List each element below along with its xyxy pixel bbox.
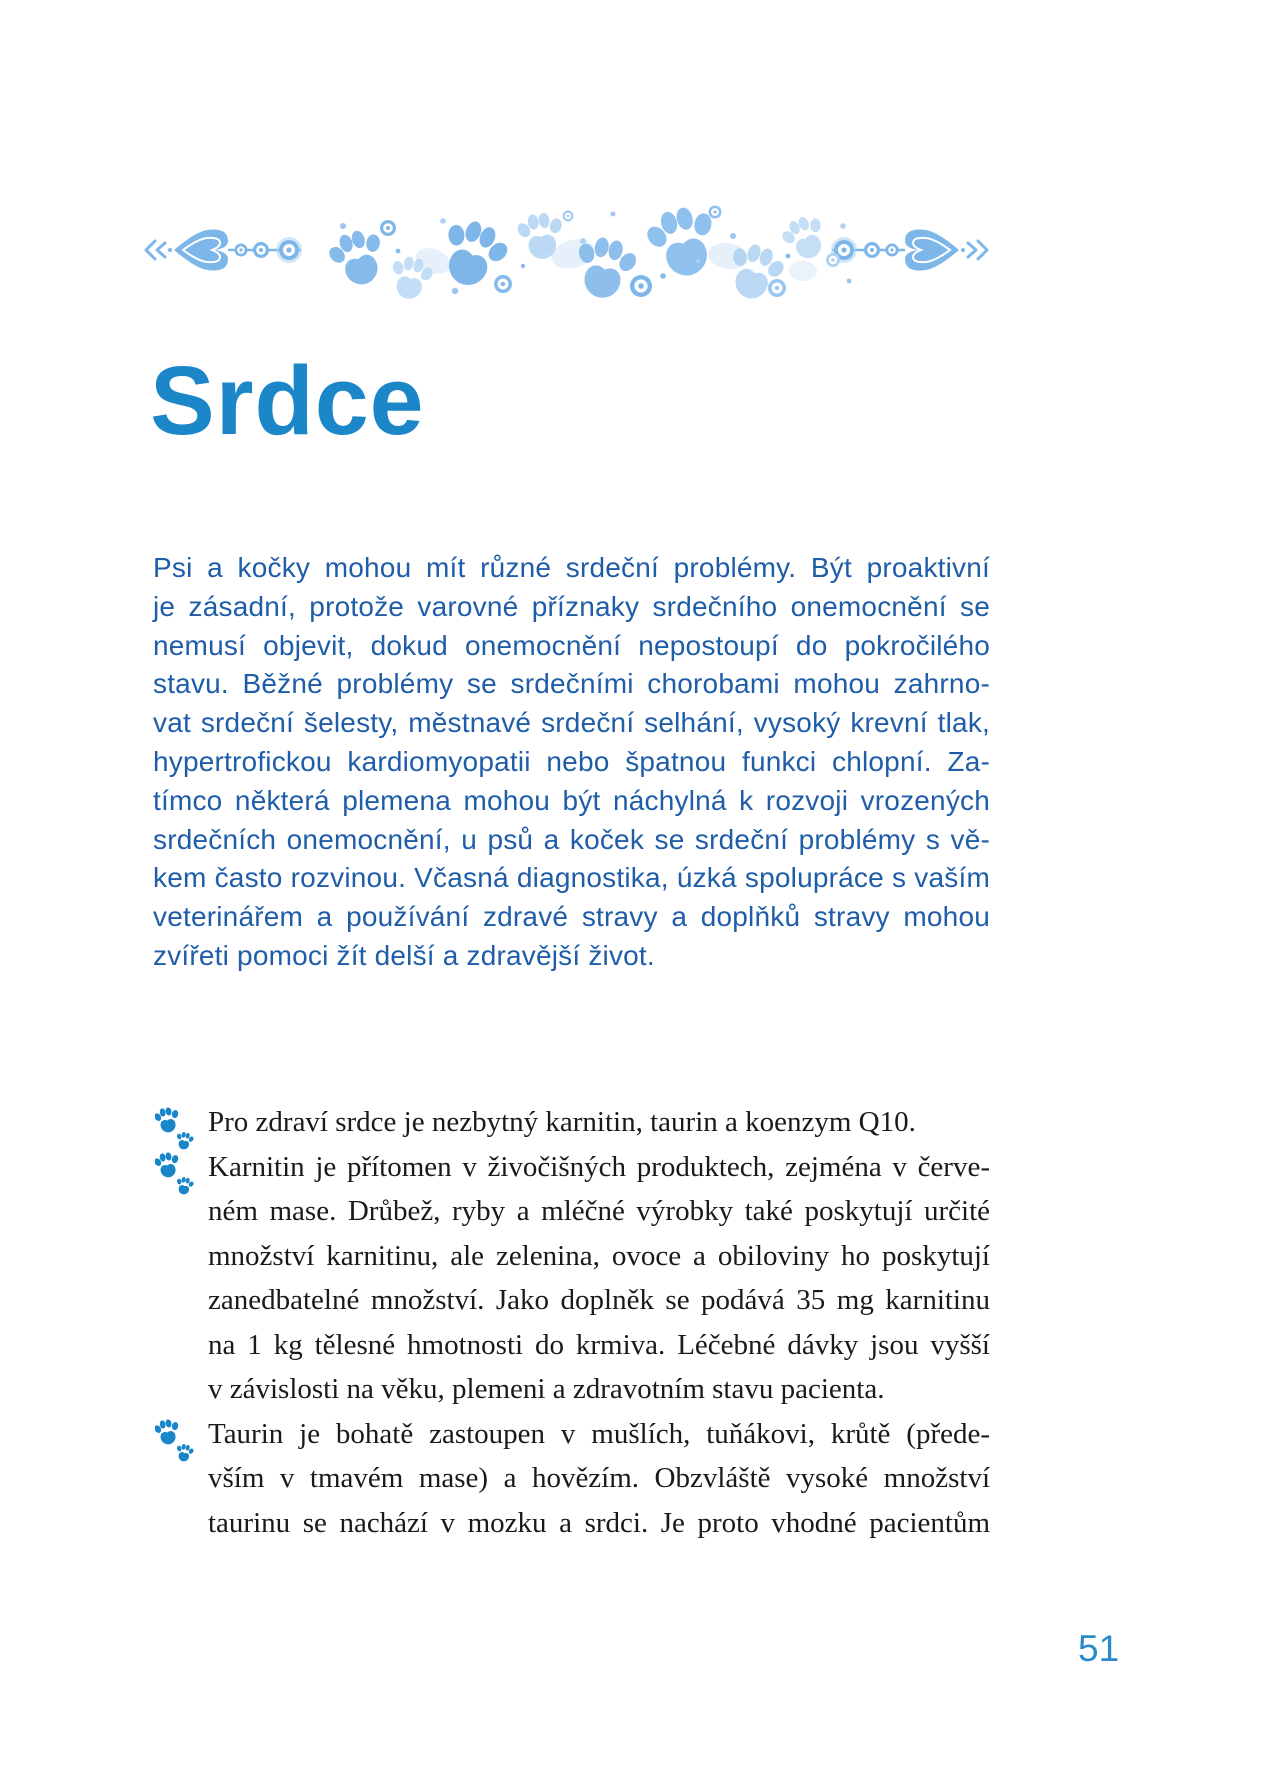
bullet-text [208, 1100, 990, 1145]
bullet-line: množství karnitinu, ale zelenina, ovoce a obiloviny ho poskytují [208, 1239, 990, 1272]
bullet-line: v závislosti na věku, plemeni a zdravotním stavu pacienta. [208, 1373, 885, 1405]
intro-line: tímco některá plemena mohou být náchylná k rozvoji vrozených [153, 784, 990, 816]
bullet-text [208, 1145, 990, 1412]
bullet-line: vším v tmavém mase) a hovězím. Obzvláště vysoké množství [208, 1462, 990, 1494]
bullet-line: na 1 kg tělesné hmotnosti do krmiva. Léčebné dávky jsou vyšší [208, 1328, 990, 1361]
bullet-list [153, 1100, 990, 1545]
intro-line: Psi a kočky mohou mít různé srdeční problémy. Být proaktivní [153, 552, 990, 583]
bullet-line: Pro zdraví srdce je nezbytný karnitin, taurin a koenzym Q10. [208, 1106, 916, 1138]
intro-line: kem často rozvinou. Včasná diagnostika, úzká spolupráce s vaším [153, 862, 990, 894]
page-number: 51 [1078, 1628, 1120, 1669]
page-title: Srdce [150, 346, 425, 455]
intro-line: zvířeti pomoci žít delší a zdravější život. [153, 939, 655, 971]
intro-line: hypertrofickou kardiomyopatii nebo špatnou funkci chlopní. Za- [153, 745, 990, 777]
intro-line: nemusí objevit, dokud onemocnění nepostoupí do pokročilého [153, 629, 990, 661]
intro-line: je zásadní, protože varovné příznaky srdečního onemocnění se [153, 590, 990, 622]
bullet-text [208, 1412, 990, 1546]
bullet-item [153, 1145, 990, 1412]
bullet-item [153, 1412, 990, 1546]
intro-line: vat srdeční šelesty, městnavé srdeční selhání, vysoký krevní tlak, [153, 707, 990, 739]
intro-line: srdečních onemocnění, u psů a koček se srdeční problémy s vě- [153, 823, 990, 855]
intro-line: stavu. Běžné problémy se srdečními chorobami mohou zahrno- [153, 668, 990, 700]
paw-prints-icon [155, 1151, 195, 1198]
bullet-line: taurinu se nachází v mozku a srdci. Je proto vhodné pacientům [208, 1506, 990, 1539]
intro-paragraph [153, 549, 990, 976]
paw-prints-icon [155, 1418, 195, 1465]
bullet-line: zanedbatelné množství. Jako doplněk se podává 35 mg karnitinu [208, 1284, 990, 1316]
bullet-line: Karnitin je přítomen v živočišných produktech, zejména v červe- [208, 1150, 990, 1183]
paw-print-border [143, 196, 990, 304]
intro-line: veterinářem a používání zdravé stravy a doplňků stravy mohou [153, 901, 990, 933]
bullet-item [153, 1100, 990, 1145]
bullet-line: Taurin je bohatě zastoupen v mušlích, tuňákovi, krůtě (přede- [208, 1417, 990, 1450]
bullet-line: ném mase. Drůbež, ryby a mléčné výrobky také poskytují určité [208, 1195, 990, 1227]
